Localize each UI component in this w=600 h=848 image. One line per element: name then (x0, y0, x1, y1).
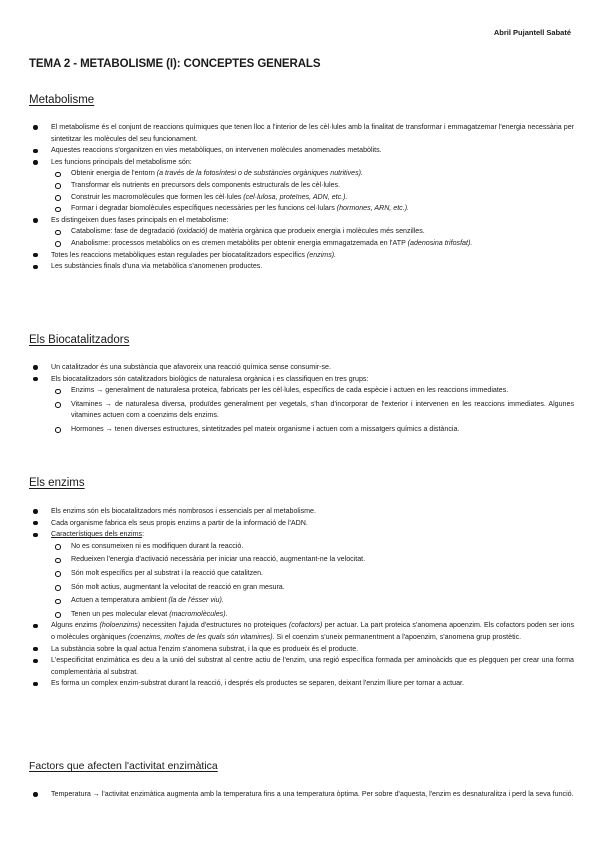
item-italic: (cofactors) (288, 621, 323, 630)
sublist-item: Són molt específics per al substrat i la reacció que catalitzen. (51, 568, 574, 580)
list-item: La substància sobre la qual actua l'enzim s'anomena substrat, i la que es produeix és el producte. (29, 644, 574, 656)
list-item: Cada organisme fabrica els seus propis enzims a partir de la informació de l'ADN. (29, 518, 574, 530)
list-item (29, 529, 574, 620)
section-heading-metabolisme: Metabolisme (29, 94, 95, 106)
biocatalitzadors-list (29, 362, 574, 436)
list-item: Temperatura → l'activitat enzimàtica augmenta amb la temperatura fins a una temperatura òptima. Per sobre d'aquesta, l'enzim es desnaturalitza i perd la seva funció. (29, 789, 574, 801)
list-item-text: Els biocatalitzadors són catalitzadors biològics de naturalesa orgànica i es classifiquen en tres grups: (51, 374, 369, 383)
item-italic: (macromolècules). (169, 609, 228, 618)
sublist-item (51, 595, 574, 607)
sublist-item (51, 168, 574, 180)
colon: : (142, 530, 145, 539)
item-text: Alguns enzims (51, 621, 100, 630)
item-text: per actuar. La part proteica s'anomena apoenzim. Els cofactors poden ser ions o molècules orgàniques (51, 621, 574, 641)
document-title: TEMA 2 - METABOLISME (I): CONCEPTES GENERALS (29, 58, 321, 70)
enzims-list (29, 506, 574, 690)
metabolisme-list (29, 122, 574, 273)
list-item: Els enzims són els biocatalitzadors més nombrosos i essencials per al metabolisme. (29, 506, 574, 518)
sublist-item: Vitamines → de naturalesa diversa, produïdes generalment per vegetals, s'han d'incorporar de l'exterior i intervenen en les reaccions immediates. Algunes vitamines actuen com a coenzims dels enzims. (51, 399, 574, 422)
item-italic: (la de l'ésser viu). (168, 596, 224, 605)
sublist (51, 226, 574, 249)
item-text: Actuen a temperatura ambient (71, 596, 169, 605)
list-item (29, 620, 574, 643)
sublist-item: Transformar els nutrients en precursors dels components estructurals de les cèl·lules. (51, 180, 574, 192)
section-heading-factors: Factors que afecten l'activitat enzimàtica (29, 760, 218, 772)
item-italic: (oxidació) (176, 227, 208, 236)
sublist-item: Hormones → tenen diverses estructures, sintetitzades pel mateix organisme i actuen com a missatgers químics a distància. (51, 424, 574, 436)
item-italic: (cel·lulosa, proteïnes, ADN, etc.). (243, 192, 348, 201)
item-text: necessiten l'ajuda d'estructures no proteiques (140, 621, 289, 630)
list-item (29, 215, 574, 250)
list-item: Es forma un complex enzim-substrat durant la reacció, i després els productes se separen, deixant l'enzim lliure per tornar a actuar. (29, 678, 574, 690)
item-italic: (adenosina trifosfat). (407, 238, 473, 247)
sublist-item (51, 226, 574, 238)
list-item (29, 157, 574, 215)
list-item-text: Característiques dels enzims (51, 530, 143, 539)
list-item: L'especificitat enzimàtica es deu a la unió del substrat al centre actiu de l'enzim, una regió específica formada per aminoàcids que es plegquen per crear una forma complementària al substrat. (29, 655, 574, 678)
sublist-item: No es consumeixen ni es modifiquen durant la reacció. (51, 541, 574, 553)
sublist (51, 168, 574, 214)
item-italic: (hormones, ARN, etc.). (336, 204, 410, 213)
factors-list (29, 789, 574, 801)
sublist-item: Enzims → generalment de naturalesa proteica, fabricats per les cèl·lules, específics de cada espècie i actuen en les reaccions immediates. (51, 385, 574, 397)
item-italic: (holoenzims) (99, 621, 141, 630)
list-item: Aquestes reaccions s'organitzen en vies metabòliques, on intervenen molècules anomenades metabòlits. (29, 145, 574, 157)
item-text: Obtenir energia de l'entorn (71, 169, 157, 178)
sublist (51, 385, 574, 435)
list-item-text: Les funcions principals del metabolisme són: (51, 157, 192, 166)
sublist-item (51, 238, 574, 250)
sublist (51, 541, 574, 621)
item-text: de matèria orgànica que produeix energia i molècules més senzilles. (207, 227, 425, 236)
item-text: Si el coenzim s'uneix permanentment a l'apoenzim, s'anomena grup prostètic. (274, 632, 522, 641)
sublist-item: Són molt actius, augmentant la velocitat de reacció en gran mesura. (51, 582, 574, 594)
list-item: El metabolisme és el conjunt de reaccions químiques que tenen lloc a l'interior de les cèl·lules amb la finalitat de transformar i emmagatzemar l'energia necessària per sintetitzar les molècules del seu funcionament. (29, 122, 574, 145)
sublist-item (51, 609, 574, 621)
list-item: Un catalitzador és una substància que afavoreix una reacció química sense consumir-se. (29, 362, 574, 374)
item-text: Construir les macromolècules que formen les cèl·lules (71, 192, 244, 201)
item-text: Tenen un pes molecular elevat (71, 609, 170, 618)
section-heading-enzims: Els enzims (29, 477, 85, 489)
item-italic: (enzims). (306, 250, 337, 259)
item-text: Totes les reaccions metabòliques estan regulades per biocatalitzadors específics (51, 250, 307, 259)
author-name: Abril Pujantell Sabaté (493, 28, 571, 37)
sublist-item (51, 203, 574, 215)
section-heading-biocatalitzadors: Els Biocatalitzadors (29, 334, 130, 346)
list-item (29, 374, 574, 436)
item-text: Anabolisme: processos metabòlics on es cremen metabòlits per obtenir energia emmagatzemada en l'ATP (71, 238, 408, 247)
item-italic: (coenzims, moltes de les quals són vitamines). (127, 632, 275, 641)
list-item: Les substàncies finals d'una via metabòlica s'anomenen productes. (29, 261, 574, 273)
list-item-text: Es distingeixen dues fases principals en el metabolisme: (51, 215, 229, 224)
sublist-item: Redueixen l'energia d'activació necessària per iniciar una reacció, augmentant-ne la velocitat. (51, 554, 574, 566)
item-text: Catabolisme: fase de degradació (71, 227, 177, 236)
sublist-item (51, 192, 574, 204)
item-italic: (a través de la fotosíntesi o de substàncies orgàniques nutritives). (156, 169, 363, 178)
item-text: Formar i degradar biomolècules específiques necessàries per les funcions cel·lulars (71, 204, 337, 213)
list-item (29, 250, 574, 262)
